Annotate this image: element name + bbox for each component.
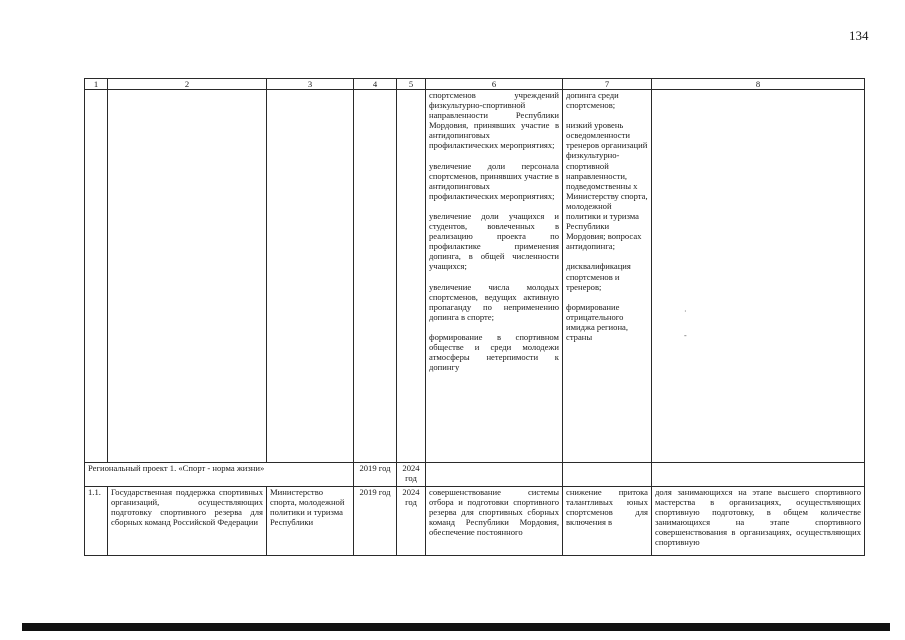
measure-name: Государственная поддержка спортивных организаций, осуществляющих подготовку спортивного резерва для сборных команд Российской Федерации [108,487,267,556]
empty-cell [563,463,652,487]
empty-cell [397,90,426,463]
consequence-paragraph: формирование отрицательного имиджа региона, страны [566,301,629,342]
measure-result: совершенствование системы отбора и подготовки спортивного резерва для спортивных сборных команд Республики Мордовия, обеспечение постоянного [426,487,563,556]
measure-row-1-1 [85,487,865,556]
empty-cell [108,90,267,463]
empty-cell [85,90,108,463]
result-paragraph: увеличение числа молодых спортсменов, ведущих активную пропаганду по неприменению допинга в спорте; [429,281,559,322]
empty-cell [652,463,865,487]
project-end-year: 2024 год [397,463,426,487]
result-paragraph: спортсменов учреждений физкультурно-спортивной направленности Республики Мордовия, принявших участие в антидопинговых профилактических мероприятиях; [429,90,559,151]
empty-cell [426,463,563,487]
project-start-year: 2019 год [354,463,397,487]
result-paragraph: увеличение доли учащихся и студентов, вовлеченных в реализацию проекта по профилактике применения допинга, в общей численности учащихся; [429,210,559,272]
consequence-paragraph: низкий уровень осведомленности тренеров организаций физкультурно-спортивной направленности, подведомственны х Министерству спорта, молодежной политики и туризма Республики Мордовия; вопросах антидопинга; [566,120,648,252]
result-paragraph: увеличение доли персонала спортсменов, принявших участие в антидопинговых профилактических мероприятиях; [429,160,559,201]
consequences-cell [563,90,652,463]
measure-consequence: снижение притока талантливых юных спортсменов для включения в [563,487,652,556]
col-number-7: 7 [563,79,652,90]
col-number-6: 6 [426,79,563,90]
col-number-1: 1 [85,79,108,90]
consequence-paragraph: допинга среди спортсменов; [566,90,619,111]
measure-number: 1.1. [85,487,108,556]
col-number-3: 3 [267,79,354,90]
measure-indicator: доля занимающихся на этапе высшего спортивного мастерства в организациях, осуществляющих спортивную подготовку, в общем количестве занимающихся на этапе спортивного совершенствования в организациях, осуществляющих спортивную [652,487,865,556]
column-number-row [85,79,865,90]
measure-start-year: 2019 год [354,487,397,556]
scan-edge-bar [22,623,890,631]
results-cell [426,90,563,463]
col-number-5: 5 [397,79,426,90]
scan-specks: · - [684,307,687,340]
consequence-paragraph: дисквалификация спортсменов и тренеров; [566,261,631,292]
result-paragraph: формирование в спортивном обществе и среди молодежи атмосферы нетерпимости к допингу [429,331,559,373]
empty-cell [354,90,397,463]
project-title: Региональный проект 1. «Спорт - норма жизни» [85,463,354,487]
page-number: 134 [849,28,869,43]
measure-end-year: 2024 год [397,487,426,556]
continuation-row [85,90,865,463]
regional-project-row [85,463,865,487]
program-table [84,78,865,556]
col-number-8: 8 [652,79,865,90]
col-number-2: 2 [108,79,267,90]
measure-executor: Министерство спорта, молодежной политики и туризма Республики [267,487,354,556]
empty-cell [267,90,354,463]
col-number-4: 4 [354,79,397,90]
empty-cell [652,90,865,463]
